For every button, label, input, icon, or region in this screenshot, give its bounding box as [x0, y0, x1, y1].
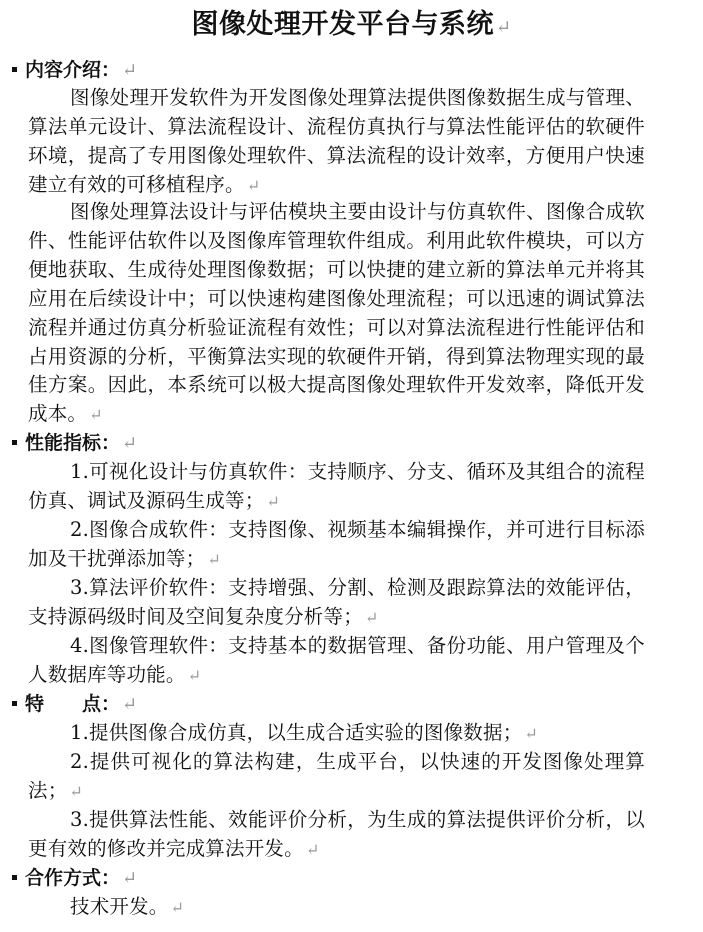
paragraph — [28, 198, 645, 430]
paragraph — [28, 893, 645, 923]
section-heading-label: 合作方式： — [25, 867, 121, 889]
paragraph-text: 图像处理开发软件为开发图像处理算法提供图像数据生成与管理、算法单元设计、算法流程设计、流程仿真执行与算法性能评估的软硬件环境，提高了专用图像处理软件、算法流程的设计效率，方便用户快速建立有效的可移植程序。 — [28, 86, 645, 196]
return-mark-icon: ↵ — [266, 491, 281, 511]
title-text: 图像处理开发平台与系统 — [191, 9, 494, 40]
paragraph-text: 4.图像管理软件：支持基本的数据管理、备份功能、用户管理及个人数据库等功能。 — [28, 634, 645, 686]
paragraph — [28, 516, 645, 575]
paragraph — [28, 574, 645, 633]
return-mark-icon: ↵ — [89, 405, 103, 425]
return-mark-icon: ↵ — [246, 175, 261, 195]
paragraph — [28, 84, 645, 201]
return-mark-icon: ↵ — [187, 665, 202, 685]
return-mark-icon: ↵ — [170, 898, 185, 917]
paragraph-text: 图像处理算法设计与评估模块主要由设计与仿真软件、图像合成软件、性能评估软件以及图像库管理软件组成。利用此软件模块，可以方便地获取、生成待处理图像数据；可以快捷的建立新的算法单元并将其应用在后续设计中；可以快速构建图像处理流程；可以迅速的调试算法流程并通过仿真分析验证流程有效性；可以对算法流程进行性能评估和占用资源的分析，平衡算法实现的软硬件开销，得到算法物理实现的最佳方案。因此，本系统可以极大提高图像处理软件开发效率，降低开发成本。 — [28, 200, 645, 426]
paragraph-text: 2.提供可视化的算法构建，生成平台，以快速的开发图像处理算法； — [28, 750, 645, 802]
return-mark-icon: ↵ — [524, 724, 539, 743]
square-bullet-icon — [12, 701, 17, 706]
return-mark-icon: ↵ — [122, 694, 138, 715]
paragraph — [28, 632, 645, 691]
paragraph — [28, 806, 645, 865]
paragraph-text: 技术开发。 — [70, 895, 169, 918]
section-heading-metrics — [12, 429, 137, 458]
return-mark-icon: ↵ — [122, 868, 138, 889]
square-bullet-icon — [12, 440, 17, 445]
paragraph-text: 3.提供算法性能、效能评价分析，为生成的算法提供评价分析，以更有效的修改并完成算法开发。 — [28, 808, 645, 860]
square-bullet-icon — [12, 67, 17, 72]
paragraph-text: 2.图像合成软件：支持图像、视频基本编辑操作，并可进行目标添加及干扰弹添加等； — [28, 518, 645, 570]
return-mark-icon: ↵ — [364, 607, 379, 627]
section-heading-intro — [12, 56, 137, 85]
square-bullet-icon — [12, 875, 17, 880]
paragraph — [28, 748, 645, 807]
section-heading-cooperation — [12, 864, 137, 893]
section-heading-features — [12, 690, 137, 719]
paragraph-text: 1.提供图像合成仿真，以生成合适实验的图像数据； — [70, 721, 523, 744]
return-mark-icon: ↵ — [122, 60, 138, 81]
section-heading-label: 性能指标： — [25, 432, 121, 454]
return-mark-icon: ↵ — [495, 17, 512, 38]
section-heading-label: 特 点： — [25, 693, 121, 715]
paragraph-text: 1.可视化设计与仿真软件：支持顺序、分支、循环及其组合的流程仿真、调试及源码生成等； — [28, 460, 645, 512]
document-title — [0, 6, 703, 47]
return-mark-icon: ↵ — [69, 781, 84, 801]
section-heading-label: 内容介绍： — [25, 59, 121, 81]
paragraph — [28, 458, 645, 517]
return-mark-icon: ↵ — [122, 433, 138, 454]
return-mark-icon: ↵ — [305, 839, 320, 859]
return-mark-icon: ↵ — [207, 549, 221, 569]
paragraph — [28, 719, 645, 749]
paragraph-text: 3.算法评价软件：支持增强、分割、检测及跟踪算法的效能评估，支持源码级时间及空间复杂度分析等； — [28, 576, 645, 628]
